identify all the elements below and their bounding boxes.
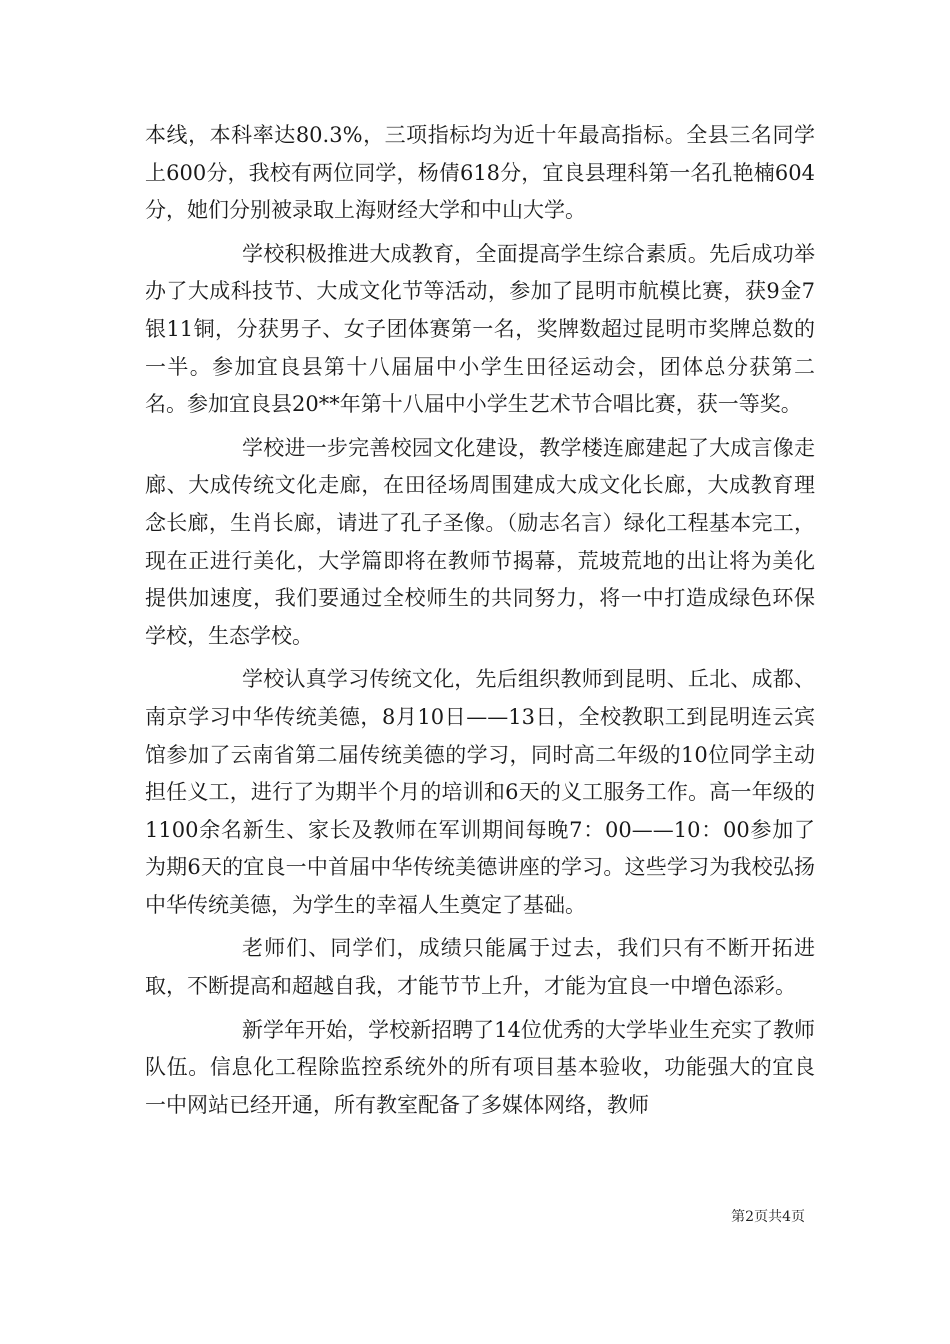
page-footer	[0, 1206, 950, 1226]
page-number: 第2页共4页	[731, 1209, 805, 1225]
paragraph-new-school-year: 新学年开始，学校新招聘了14位优秀的大学毕业生充实了教师队伍。信息化工程除监控系统外的所有项目基本验收，功能强大的宜良一中网站已经开通，所有教室配备了多媒体网络，教师	[145, 1017, 815, 1117]
paragraph-address-teachers: 老师们、同学们，成绩只能属于过去，我们只有不断开拓进取，不断提高和超越自我，才能节节上升，才能为宜良一中增色添彩。	[145, 936, 815, 999]
document-body	[145, 117, 815, 1124]
paragraph-results-continued: 本线，本科率达80.3%，三项指标均为近十年最高指标。全县三名同学上600分，我校有两位同学，杨倩618分，宜良县理科第一名孔艳楠604分，她们分别被录取上海财经大学和中山大学。	[145, 123, 815, 223]
paragraph-dacheng-education: 学校积极推进大成教育，全面提高学生综合素质。先后成功举办了大成科技节、大成文化节等活动，参加了昆明市航模比赛，获9金7银11铜，分获男子、女子团体赛第一名，奖牌数超过昆明市奖牌总数的一半。参加宜良县第十八届届中小学生田径运动会，团体总分获第二名。参加宜良县20**年第十八届中小学生艺术节合唱比赛，获一等奖。	[145, 241, 815, 417]
paragraph-campus-culture: 学校进一步完善校园文化建设，教学楼连廊建起了大成言像走廊、大成传统文化走廊，在田径场周围建成大成文化长廊，大成教育理念长廊，生肖长廊，请进了孔子圣像。（励志名言）绿化工程基本完工，现在正进行美化，大学篇即将在教师节揭幕，荒坡荒地的出让将为美化提供加速度，我们要通过全校师生的共同努力，将一中打造成绿色环保学校，生态学校。	[145, 435, 815, 648]
paragraph-traditional-culture: 学校认真学习传统文化，先后组织教师到昆明、丘北、成都、南京学习中华传统美德，8月10日——13日，全校教职工到昆明连云宾馆参加了云南省第二届传统美德的学习，同时高二年级的10位同学主动担任义工，进行了为期半个月的培训和6天的义工服务工作。高一年级的1100余名新生、家长及教师在军训期间每晚7：00——10：00参加了为期6天的宜良一中首届中华传统美德讲座的学习。这些学习为我校弘扬中华传统美德，为学生的幸福人生奠定了基础。	[145, 667, 815, 917]
